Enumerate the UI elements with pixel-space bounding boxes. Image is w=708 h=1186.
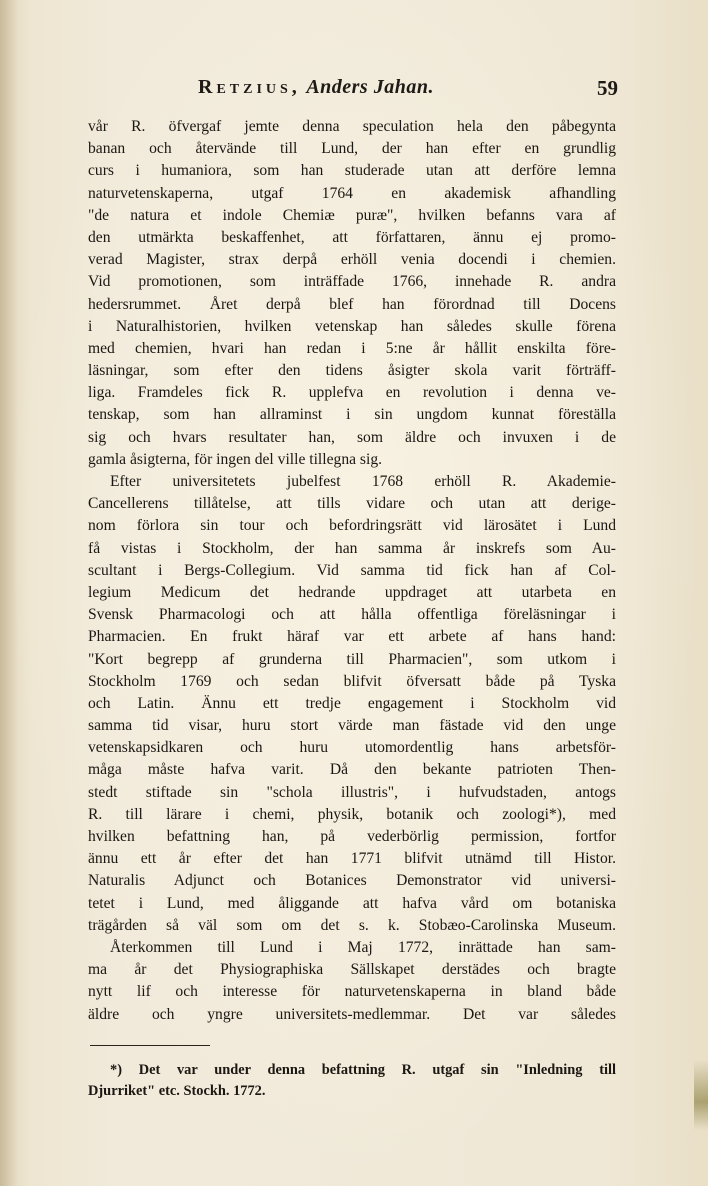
- text-line: Svensk Pharmacologi och att hålla offentliga föreläsningar i: [88, 606, 616, 624]
- text-line: legium Medicum det hedrande uppdraget att utarbeta en: [88, 583, 616, 601]
- text-line: tenskap, som han allraminst i sin ungdom kunnat föreställa: [88, 406, 616, 424]
- text-line: läsningar, som efter den tidens åsigter skola varit förträff-: [88, 362, 616, 380]
- text-line: R. till lärare i chemi, physik, botanik och zoologi*), med: [88, 805, 616, 823]
- text-line: hvilken befattning han, på vederbörlig permission, fortfor: [88, 828, 616, 845]
- text-line: vår R. öfvergaf jemte denna speculation hela den påbegynta: [88, 118, 616, 135]
- text-line: Naturalis Adjunct och Botanices Demonstrator vid universi-: [88, 872, 616, 890]
- text-line: tetet i Lund, med åliggande att hafva vård om botaniska: [88, 894, 616, 912]
- text-line: få vistas i Stockholm, der han samma år inskrefs som Au-: [88, 539, 616, 557]
- text-line: i Naturalhistorien, hvilken vetenskap han således skulle förena: [88, 317, 616, 335]
- text-line: hedersrummet. Året derpå blef han förordnad till Docens: [88, 295, 616, 313]
- text-line: Cancellerens tillåtelse, att tills vidare och utan att derige-: [88, 495, 616, 513]
- text-line: måga måste hafva varit. Då den bekante patrioten Then-: [88, 761, 616, 779]
- text-line: gamla åsigterna, för ingen del ville tillegna sig.: [88, 450, 383, 468]
- body-text: [88, 116, 616, 1026]
- text-line: curs i humaniora, som han studerade utan att derföre lemna: [88, 162, 616, 180]
- running-head-surname: Retzius,: [198, 76, 301, 98]
- text-line: verad Magister, strax derpå erhöll venia docendi i chemien.: [88, 251, 616, 269]
- text-line: äldre och yngre universitets-medlemmar. Det var således: [88, 1005, 616, 1023]
- text-line: Stockholm 1769 och sedan blifvit öfversatt både på Tyska: [88, 672, 616, 690]
- text-line: sig och hvars resultater han, som äldre och invuxen i de: [88, 428, 616, 446]
- text-line: Efter universitetets jubelfest 1768 erhöll R. Akademie-: [110, 473, 616, 490]
- text-line: Återkommen till Lund i Maj 1772, inrättade han sam-: [110, 938, 616, 956]
- page-edge-stain: [694, 1060, 708, 1130]
- running-head-given-name: Anders Jahan.: [306, 76, 434, 98]
- text-line: vetenskapsidkaren och huru utomordentlig hans arbetsför-: [88, 739, 616, 757]
- footnote-line: Djurriket" etc. Stockh. 1772.: [88, 1082, 266, 1099]
- text-line: Vid promotionen, som inträffade 1766, innehade R. andra: [88, 273, 616, 291]
- text-line: och Latin. Ännu ett tredje engagement i Stockholm vid: [88, 694, 616, 712]
- page-number: 59: [597, 76, 618, 100]
- text-line: banan och återvände till Lund, der han efter en grundlig: [88, 140, 616, 158]
- text-line: nom förlora sin tour och befordringsrätt vid lärosätet i Lund: [88, 517, 616, 535]
- text-line: ma år det Physiographiska Sällskapet derstädes och bragte: [88, 961, 616, 979]
- text-line: samma tid visar, huru stort värde man fästade vid den unge: [88, 717, 616, 735]
- text-line: Pharmacien. En frukt häraf var ett arbete af hans hand:: [88, 628, 616, 646]
- page-header: [88, 76, 618, 102]
- text-line: trägården så väl som om det s. k. Stobæo-Carolinska Museum.: [88, 916, 616, 934]
- running-head: [198, 76, 434, 99]
- text-line: naturvetenskaperna, utgaf 1764 en akademisk afhandling: [88, 184, 616, 202]
- text-line: "Kort begrepp af grunderna till Pharmacien", som utkom i: [88, 650, 616, 668]
- text-line: ännu ett år efter det han 1771 blifvit utnämd till Histor.: [88, 850, 616, 868]
- text-line: scultant i Bergs-Collegium. Vid samma tid fick han af Col-: [88, 561, 616, 579]
- text-line: nytt lif och interesse för naturvetenskaperna in bland både: [88, 983, 616, 1001]
- text-line: stedt stiftade sin "schola illustris", i hufvudstaden, antogs: [88, 783, 616, 801]
- text-line: liga. Framdeles fick R. upplefva en revolution i denna ve-: [88, 384, 616, 402]
- text-line: den utmärkta beskaffenhet, att författaren, ännu ej promo-: [88, 228, 616, 246]
- text-line: "de natura et indole Chemiæ puræ", hvilken befanns vara af: [88, 206, 616, 224]
- footnote: [88, 1060, 616, 1101]
- footnote-divider: [90, 1045, 210, 1046]
- text-line: med chemien, hvari han redan i 5:ne år hållit enskilta före-: [88, 339, 616, 357]
- footnote-line: *) Det var under denna befattning R. utgaf sin "Inledning till: [110, 1062, 616, 1078]
- page-gutter-shadow: [0, 0, 18, 1186]
